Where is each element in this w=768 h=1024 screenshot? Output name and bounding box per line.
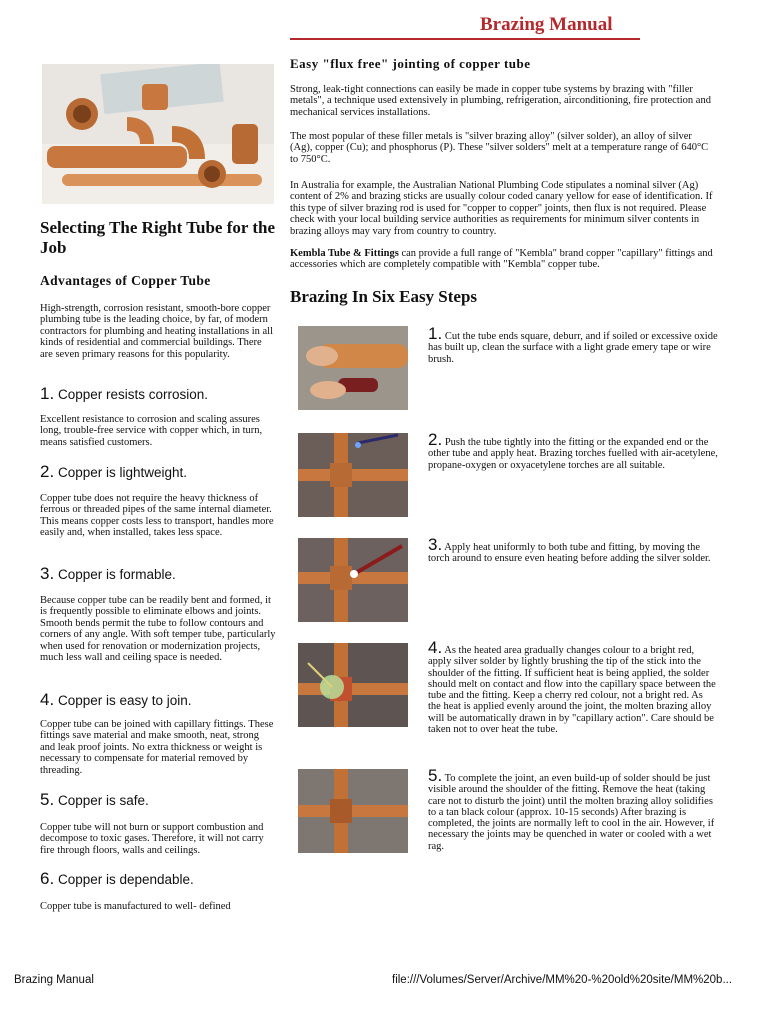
kembla-paragraph [290,248,716,271]
step-5-photo [298,769,408,853]
advantage-5-heading: 5. Copper is safe. [40,790,149,809]
step-3-text: 3. Apply heat uniformly to both tube and fitting, by moving the torch around to ensure even heating before adding the silver solder. [428,535,711,565]
advantage-3-text: Because copper tube can be readily bent and formed, it is frequently possible to eliminate elbows and joints. Smooth bends permit the tube to follow contours and corners of any angle. With soft temper tube, particularly when used for renovation or modernization projects, much less wall and ceiling space is needed. [40,595,276,664]
kembla-name: Kembla Tube & Fittings [290,248,399,259]
step-4-photo [298,643,408,727]
step-3-photo [298,538,408,622]
advantage-6-heading: 6. Copper is dependable. [40,869,194,888]
header-rule [290,38,640,40]
step-5-text: 5. To complete the joint, an even build-up of solder should be just visible around the shoulder of the fitting. Remove the heat (taking care not to disturb the joint) until the molten brazing alloy solidifies to a tan black colour (approx. 10-15 seconds) After brazing is completed, the joints are normally left to cool in the air. However, if necessary the joints may be quenched in water or cooled with a wet rag. [428,766,715,852]
intro-paragraph-1: Strong, leak-tight connections can easily be made in copper tube systems by brazing with "filler metals", a technique used extensively in plumbing, refrigeration, airconditioning, fire protection and mechanical services installations. [290,84,711,118]
advantage-4-heading: 4. Copper is easy to join. [40,690,192,709]
advantage-1-heading: 1. Copper resists corrosion. [40,384,209,403]
advantages-intro: High-strength, corrosion resistant, smooth-bore copper plumbing tube is the leading choice, by far, of modern contractors for plumbing and heating installations in all kinds of residential and commercial buildings. There are seven primary reasons for this popularity. [40,303,273,360]
advantage-3-heading: 3. Copper is formable. [40,564,176,583]
advantage-6-text: Copper tube is manufactured to well- defined [40,901,231,912]
advantage-1-text: Excellent resistance to corrosion and scaling assures long, trouble-free service with copper which, in turn, means satisfied customers. [40,414,263,448]
footer-url: file:///Volumes/Server/Archive/MM%20-%20old%20site/MM%20b... [392,974,733,986]
step-1-photo [298,326,408,410]
step-2-photo [298,433,408,517]
flux-free-heading: Easy "flux free" jointing of copper tube [290,56,531,71]
copper-fittings-photo [42,64,274,204]
advantage-5-text: Copper tube will not burn or support combustion and decompose to toxic gases. Therefore, it will not carry fire through floors, walls and ceilings. [40,822,264,856]
left-section-title: Selecting The Right Tube for the Job [40,218,276,257]
step-1-text: 1. Cut the tube ends square, deburr, and if soiled or excessive oxide has built up, clean the surface with a light grade emery tape or wire brush. [428,324,718,365]
intro-paragraph-3: In Australia for example, the Australian National Plumbing Code stipulates a nominal silver (Ag) content of 2% and brazing sticks are usually colour coded canary yellow for ease of identification. If this type of silver brazing rod is used for "copper to copper" joints, then flux is not required. Please check with your local building service authorities as requirements for minimum silver contents in brazing alloys may vary from country to country. [290,180,713,237]
steps-heading: Brazing In Six Easy Steps [290,287,478,306]
kembla-text: can provide a full range of "Kembla" brand copper "capillary" fittings and accessories which are completely compatible with "Kembla" copper tube. [290,248,713,271]
advantage-2-text: Copper tube does not require the heavy thickness of ferrous or threaded pipes of the same internal diameter. This means copper costs less to transport, handles more easily and, when installed, takes less space. [40,493,274,539]
advantages-subtitle: Advantages of Copper Tube [40,273,211,288]
intro-paragraph-2: The most popular of these filler metals is "silver brazing alloy" (silver solder), an alloy of silver (Ag), copper (Cu); and phosphorus (P). These "silver solders" melt at a temperature range of 640°C to 750°C. [290,131,709,165]
advantage-4-text: Copper tube can be joined with capillary fittings. These fittings save material and make smooth, neat, strong and leak proof joints. No extra thickness or weight is necessary to compensate for material removed by threading. [40,719,274,776]
advantage-2-heading: 2. Copper is lightweight. [40,462,188,481]
footer-title: Brazing Manual [14,974,94,986]
step-2-text: 2. Push the tube tightly into the fitting or the expanded end or the other tube and apply heat. Brazing torches fuelled with air-acetylene, propane-oxygen or oxyacetylene torches are all suitable. [428,430,718,471]
page-header-title: Brazing Manual [480,14,613,35]
step-4-text: 4. As the heated area gradually changes colour to a bright red, apply silver solder by lightly brushing the tip of the stick into the shoulder of the fitting. If sufficient heat is being applied, the solder should melt on contact and flow into the capillary space between the tube and the fitting. Keep a cherry red colour, not a bright red. As the heat is applied evenly around the joint, the molten brazing alloy will be automatically drawn in by "capillary action". Care should be taken not to over heat the tube. [428,638,716,736]
